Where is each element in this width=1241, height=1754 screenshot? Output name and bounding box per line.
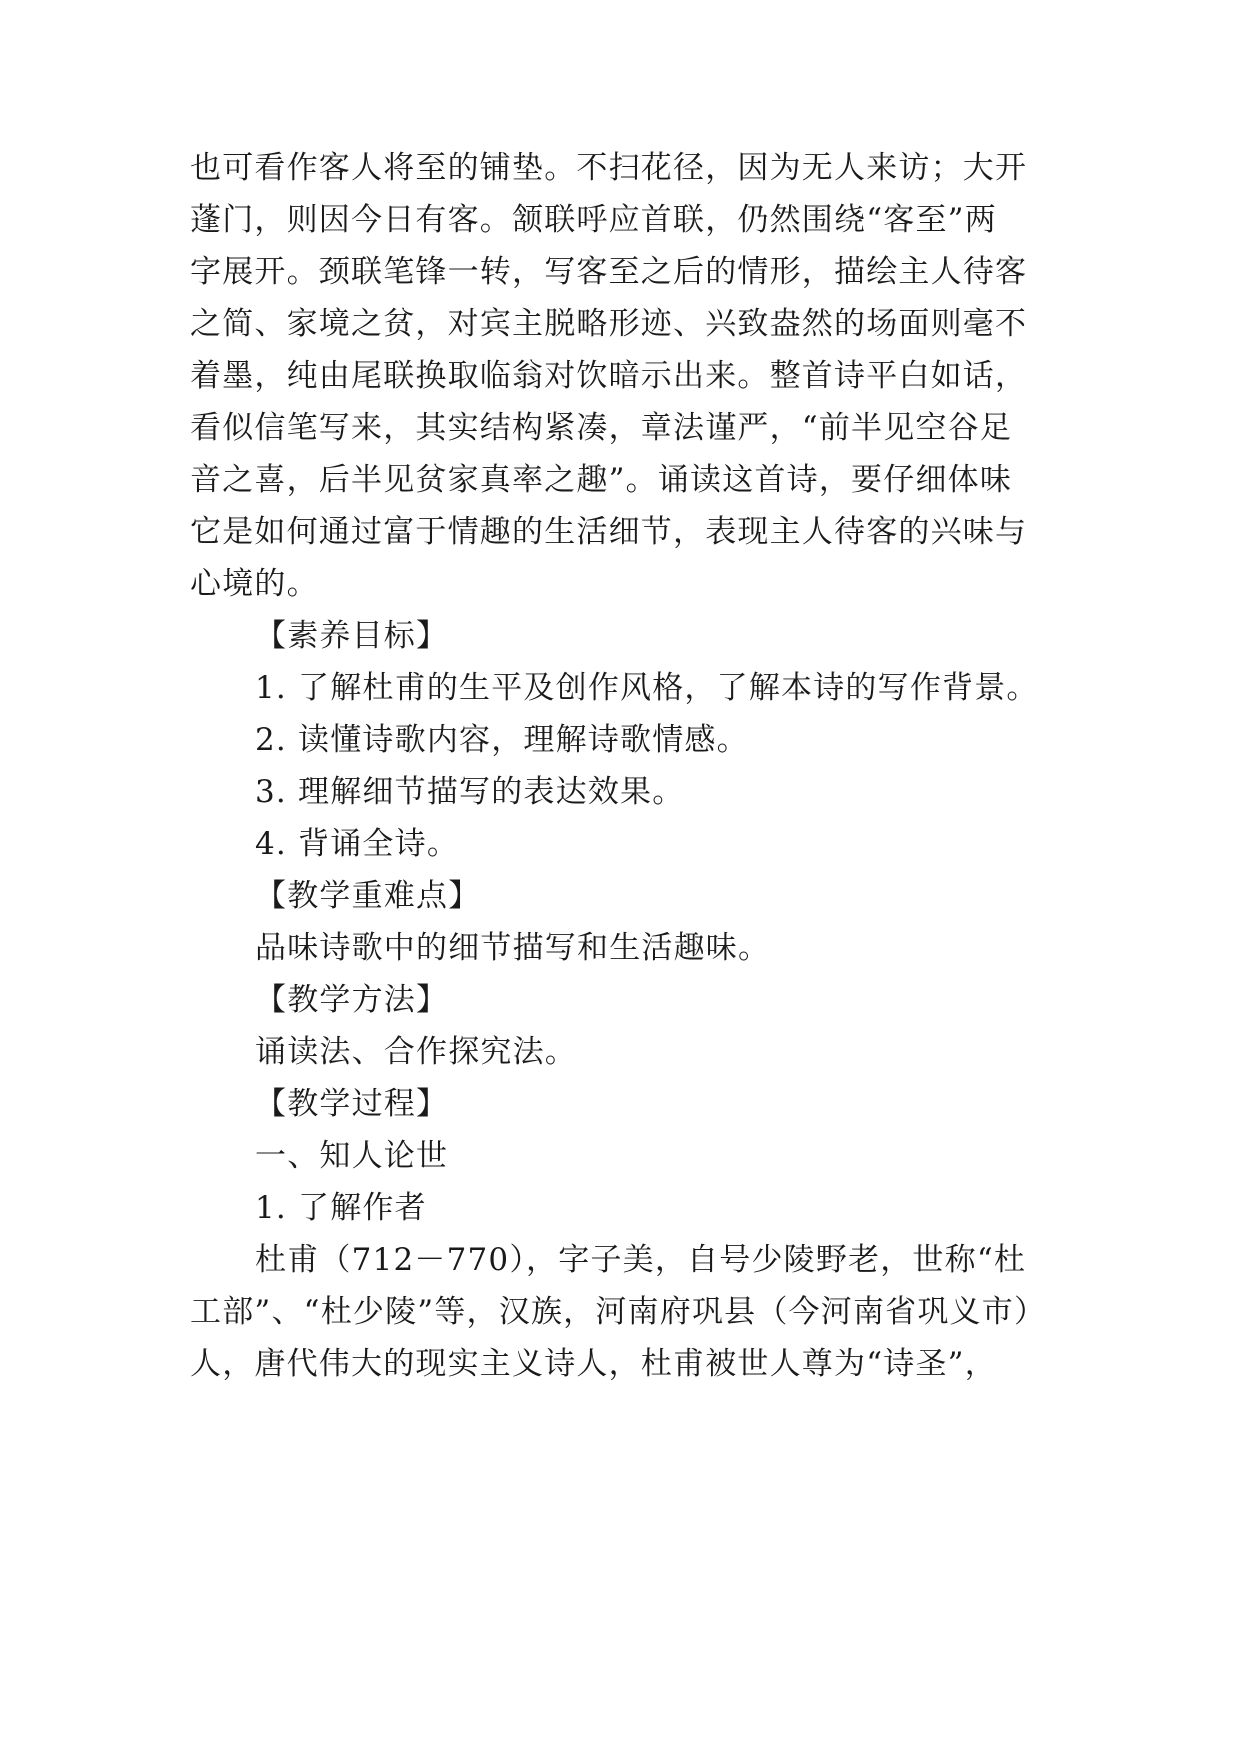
paragraph-line: 着墨，纯由尾联换取临翁对饮暗示出来。整首诗平白如话， <box>190 358 1028 394</box>
paragraph-line: 它是如何通过富于情趣的生活细节，表现主人待客的兴味与 <box>190 514 1028 550</box>
section-heading-key-points: 【教学重难点】 <box>255 878 481 914</box>
paragraph-line: 也可看作客人将至的铺垫。不扫花径，因为无人来访；大开 <box>190 150 1028 186</box>
goal-item: 2. 读懂诗歌内容，理解诗歌情感。 <box>255 722 749 758</box>
goal-item: 3. 理解细节描写的表达效果。 <box>255 774 685 810</box>
author-line: 人，唐代伟大的现实主义诗人，杜甫被世人尊为“诗圣”， <box>190 1346 997 1382</box>
key-points-text: 品味诗歌中的细节描写和生活趣味。 <box>255 930 771 966</box>
section-heading-methods: 【教学方法】 <box>255 982 449 1018</box>
goal-item: 1. 了解杜甫的生平及创作风格，了解本诗的写作背景。 <box>255 670 1039 706</box>
section-heading-literacy-goals: 【素养目标】 <box>255 618 449 654</box>
paragraph-line: 看似信笔写来，其实结构紧凑，章法谨严，“前半见空谷足 <box>190 410 1013 446</box>
process-step-heading: 一、知人论世 <box>255 1138 449 1174</box>
paragraph-line: 心境的。 <box>190 566 319 602</box>
section-heading-process: 【教学过程】 <box>255 1086 449 1122</box>
author-line: 工部”、“杜少陵”等，汉族，河南府巩县（今河南省巩义市） <box>190 1294 1047 1330</box>
paragraph-line: 蓬门，则因今日有客。颔联呼应首联，仍然围绕“客至”两 <box>190 202 997 238</box>
methods-text: 诵读法、合作探究法。 <box>255 1034 577 1070</box>
paragraph-line: 字展开。颈联笔锋一转，写客至之后的情形，描绘主人待客 <box>190 254 1028 290</box>
goal-item: 4. 背诵全诗。 <box>255 826 460 862</box>
paragraph-line: 音之喜，后半见贫家真率之趣”。诵读这首诗，要仔细体味 <box>190 462 1013 498</box>
process-sub-heading: 1. 了解作者 <box>255 1190 427 1226</box>
author-line: 杜甫（712－770），字子美，自号少陵野老，世称“杜 <box>255 1242 1027 1278</box>
paragraph-line: 之简、家境之贫，对宾主脱略形迹、兴致盎然的场面则毫不 <box>190 306 1028 342</box>
